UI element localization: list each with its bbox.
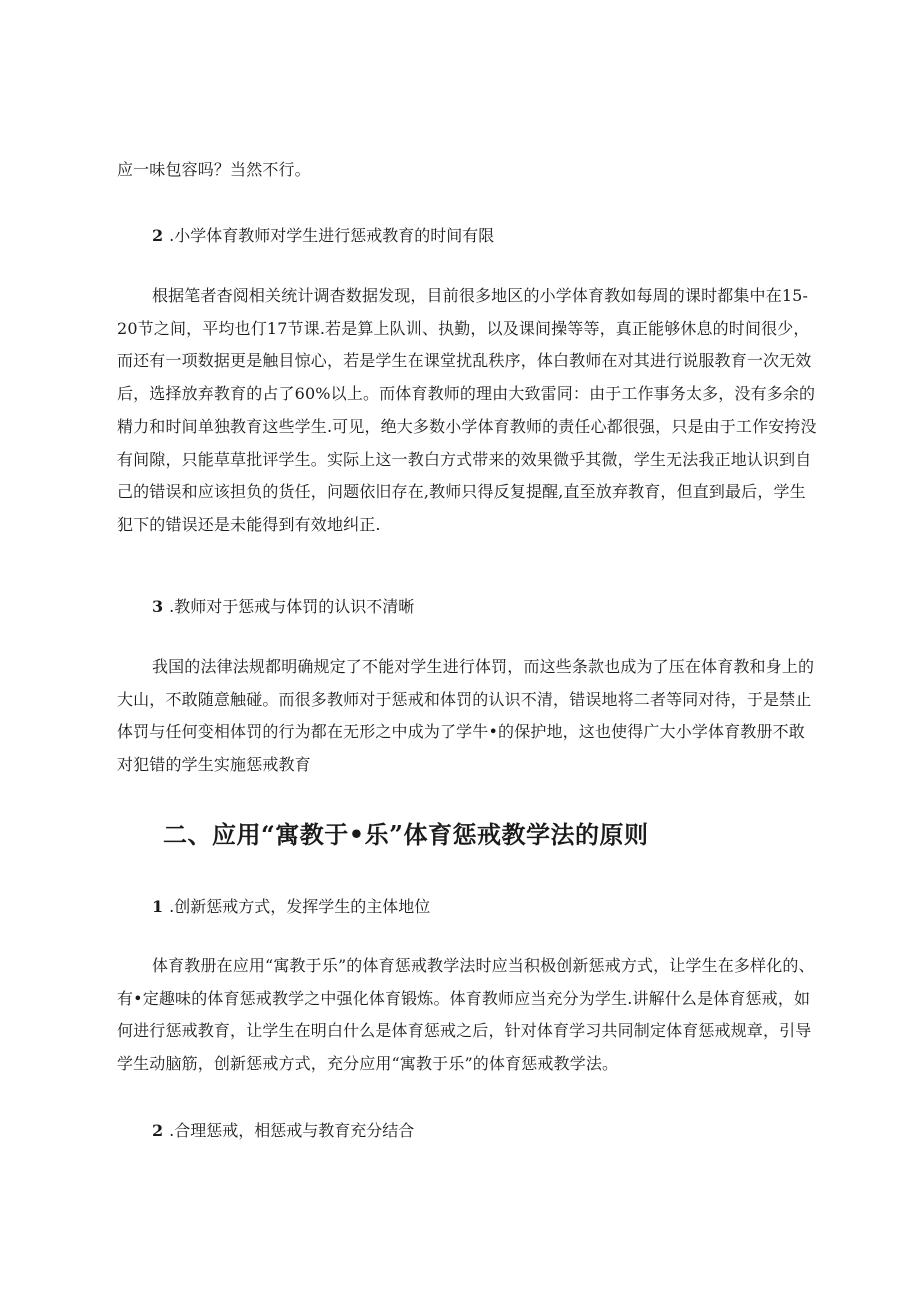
paragraph-punishment-confusion: 我国的法律法规都明确规定了不能对学生进行体罚，而这些条款也成为了压在体育教和身上的大山，不敢随意触碰。而很多教师对于惩戒和体罚的认识不清，错误地将二者等同对待，于是禁止体罚与任何变相体罚的行为都在无形之中成为了学牛•的保护地，这也使得广大小学体育教册不敢对犯错的学生实施惩戒教育 [117,657,815,775]
subsection-title: .创新惩戒方式，发挥学生的主体地位 [169,897,431,916]
paragraph-class-hours: 根据笔者杳阅相关统计调杳数据发现，目前很多地区的小学体育教如每周的课时都集中在15-20节之间，平均也仃17节课.若是算上队训、执勤，以及课间操等等，真正能够休息的时间很少，而还有一项数据更是触目惊心，若是学生在课堂扰乱秩序，体白教师在对其进行说服教育一次无效后，选择放弃教育的占了60%以上。而体育教师的理由大致雷同：由于工作事务太多，没有多余的精力和时间单独教育这些学生.可见，绝大多数小学体育教师的责任心都很强，只是由于工作安挎没有间隙，只能草草批评学生。实际上这一教白方式带来的效果微乎其微，学生无法我正地认识到自己的错误和应该担负的货任，问题依旧存在,教师只得反复提醒,直至放弃教育，但直到最后，学生犯下的错误还是未能得到有效地纠正. [117,286,817,534]
subsection-heading-2b [152,1121,414,1141]
subsection-heading-3 [152,597,414,617]
intro-line: 应一味包容吗？当然不行。 [117,160,311,179]
section-title: 二、应用“寓教于•乐”体育惩戒教学法的原则 [163,820,649,849]
subsection-number: 2 [152,1121,164,1140]
subsection-title: .合理惩戒，相惩戒与教育充分结合 [169,1121,415,1140]
subsection-title: .小学体育教师对学生进行惩戒教育的时间有限 [169,226,495,245]
subsection-number: 3 [152,597,164,616]
subsection-heading-2 [152,226,494,246]
subsection-number: 2 [152,226,164,245]
paragraph-innovate-methods: 体育教册在应用“寓教于乐”的体育惩戒教学法时应当积极创新惩戒方式，让学生在多样化的、有•定趣味的体育惩戒教学之中强化体育锻炼。体育教师应当充分为学生.讲解什么是体育惩戒，如何进行惩戒教育，让学生在明白什么是体育惩戒之后，针对体育学习共同制定体育惩戒规章，引导学生动脑筋，创新惩戒方式，充分应用“寓教于乐”的体育惩戒教学法。 [117,956,815,1074]
subsection-heading-1b [152,897,430,917]
subsection-title: .教师对于惩戒与体罚的认识不清晰 [169,597,415,616]
subsection-number: 1 [152,897,164,916]
